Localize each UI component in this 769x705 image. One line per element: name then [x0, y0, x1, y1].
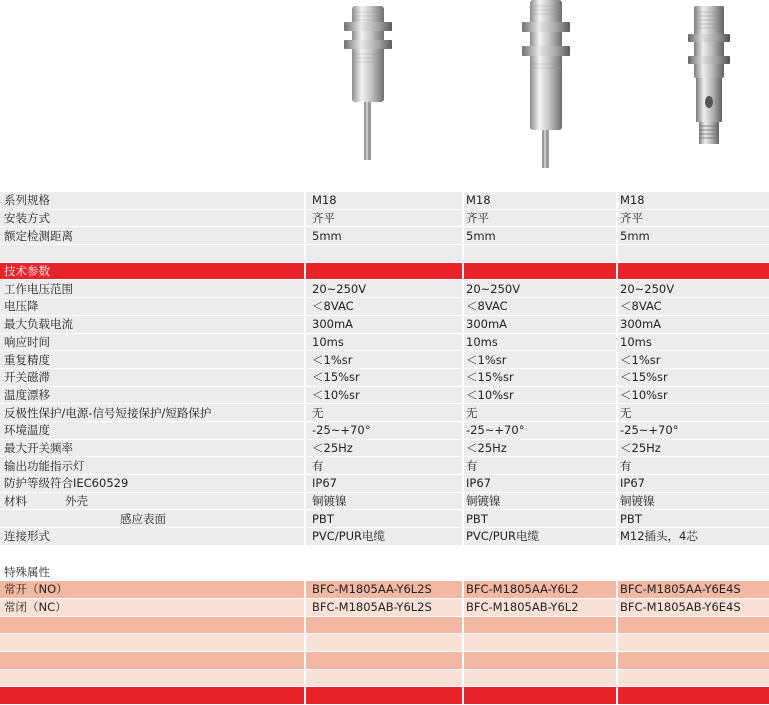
- row-value: 铜镀镍: [617, 492, 769, 510]
- model-number: BFC-M1805AB-Y6E4S: [617, 598, 769, 616]
- table-row: [0, 209, 769, 227]
- table-row: [0, 245, 769, 263]
- row-label: 电压降: [0, 298, 305, 316]
- table-row: [0, 510, 769, 528]
- row-value: ＜8VAC: [617, 298, 769, 316]
- row-value: ＜25Hz: [463, 439, 617, 457]
- row-value: ＜1%sr: [463, 351, 617, 369]
- row-label: 最大开关频率: [0, 439, 305, 457]
- row-value: -25~+70°: [463, 421, 617, 439]
- table-row: [0, 475, 769, 493]
- row-value: ＜1%sr: [305, 351, 463, 369]
- sensor-image-3: [680, 4, 740, 149]
- table-row: [0, 581, 769, 599]
- row-value: IP67: [463, 475, 617, 493]
- row-label: [0, 492, 305, 510]
- row-value: 5mm: [305, 227, 463, 245]
- row-value: ＜10%sr: [463, 386, 617, 404]
- row-value: ＜25Hz: [305, 439, 463, 457]
- row-label: 系列规格: [0, 192, 305, 209]
- row-value: 10ms: [617, 333, 769, 351]
- row-value: M18: [305, 192, 463, 209]
- row-value: 齐平: [463, 209, 617, 227]
- table-row: [0, 351, 769, 369]
- model-number: BFC-M1805AB-Y6L2: [463, 598, 617, 616]
- table-row: [0, 333, 769, 351]
- row-value: ＜10%sr: [305, 386, 463, 404]
- row-value: 20~250V: [463, 280, 617, 298]
- row-label: 环境温度: [0, 421, 305, 439]
- row-value: 无: [463, 404, 617, 422]
- row-value: [463, 563, 617, 581]
- section-header-row: [0, 262, 769, 280]
- row-value: [617, 651, 769, 669]
- row-value: [617, 245, 769, 263]
- row-value: [305, 616, 463, 634]
- row-label: [0, 687, 305, 705]
- table-row: [0, 545, 769, 563]
- row-value: [305, 669, 463, 687]
- row-value: ＜1%sr: [617, 351, 769, 369]
- row-label: 常闭（NC）: [0, 598, 305, 616]
- material-label: 材料: [4, 494, 27, 509]
- table-row: [0, 651, 769, 669]
- row-value: [305, 262, 463, 280]
- row-label: 开关磁滞: [0, 368, 305, 386]
- row-label: [0, 545, 305, 563]
- table-row: [0, 598, 769, 616]
- model-number: BFC-M1805AA-Y6E4S: [617, 581, 769, 599]
- row-value: [463, 262, 617, 280]
- row-label: 温度漂移: [0, 386, 305, 404]
- row-label: 重复精度: [0, 351, 305, 369]
- row-value: IP67: [617, 475, 769, 493]
- row-value: 10ms: [305, 333, 463, 351]
- row-value: [463, 651, 617, 669]
- table-row: [0, 528, 769, 546]
- section-title: 技术参数: [0, 262, 305, 280]
- row-value: 有: [305, 457, 463, 475]
- row-value: ＜8VAC: [463, 298, 617, 316]
- row-value: [463, 545, 617, 563]
- row-value: [463, 616, 617, 634]
- row-value: 300mA: [617, 315, 769, 333]
- row-label: [0, 510, 305, 528]
- row-value: 5mm: [617, 227, 769, 245]
- row-label: [0, 651, 305, 669]
- row-value: 300mA: [305, 315, 463, 333]
- row-value: PVC/PUR电缆: [463, 528, 617, 546]
- row-value: [463, 687, 617, 705]
- row-label: 安装方式: [0, 209, 305, 227]
- row-label: [0, 245, 305, 263]
- row-value: [305, 563, 463, 581]
- row-value: [463, 669, 617, 687]
- row-label: 最大负载电流: [0, 315, 305, 333]
- row-value: ＜15%sr: [305, 368, 463, 386]
- row-value: [305, 545, 463, 563]
- row-value: [617, 669, 769, 687]
- row-label: 输出功能指示灯: [0, 457, 305, 475]
- model-number: BFC-M1805AA-Y6L2: [463, 581, 617, 599]
- table-row: [0, 315, 769, 333]
- row-label: 响应时间: [0, 333, 305, 351]
- spec-table: [0, 192, 769, 705]
- table-row: [0, 669, 769, 687]
- row-value: PVC/PUR电缆: [305, 528, 463, 546]
- material-sub-label-housing: 外壳: [65, 494, 88, 509]
- table-row: [0, 368, 769, 386]
- row-value: [617, 545, 769, 563]
- table-row: [0, 404, 769, 422]
- row-value: ＜15%sr: [617, 368, 769, 386]
- row-value: ＜25Hz: [617, 439, 769, 457]
- row-value: 铜镀镍: [305, 492, 463, 510]
- row-value: 10ms: [463, 333, 617, 351]
- row-value: 300mA: [463, 315, 617, 333]
- table-row: [0, 439, 769, 457]
- row-value: [617, 687, 769, 705]
- row-value: PBT: [463, 510, 617, 528]
- row-value: 20~250V: [617, 280, 769, 298]
- table-row: [0, 386, 769, 404]
- row-value: 5mm: [463, 227, 617, 245]
- row-value: [617, 634, 769, 652]
- row-label: [0, 616, 305, 634]
- row-value: [617, 616, 769, 634]
- table-row: [0, 298, 769, 316]
- row-value: ＜10%sr: [617, 386, 769, 404]
- row-value: -25~+70°: [617, 421, 769, 439]
- row-value: ＜15%sr: [463, 368, 617, 386]
- sensor-image-2: [506, 0, 586, 170]
- row-value: M12插头，4芯: [617, 528, 769, 546]
- row-value: 齐平: [617, 209, 769, 227]
- row-value: 无: [617, 404, 769, 422]
- row-value: 齐平: [305, 209, 463, 227]
- row-value: [463, 634, 617, 652]
- row-value: [305, 245, 463, 263]
- row-value: PBT: [305, 510, 463, 528]
- row-value: 有: [617, 457, 769, 475]
- table-row: [0, 227, 769, 245]
- table-row: [0, 280, 769, 298]
- row-value: 无: [305, 404, 463, 422]
- row-value: [463, 245, 617, 263]
- material-sub-label-sensing-face: 感应表面: [120, 511, 166, 526]
- model-number: BFC-M1805AA-Y6L2S: [305, 581, 463, 599]
- table-row: [0, 421, 769, 439]
- sensor-image-1: [330, 0, 410, 160]
- row-value: M18: [463, 192, 617, 209]
- table-row: [0, 634, 769, 652]
- table-footer-row: [0, 687, 769, 705]
- row-label: 连接形式: [0, 528, 305, 546]
- row-label: 工作电压范围: [0, 280, 305, 298]
- row-value: M18: [617, 192, 769, 209]
- row-value: [305, 687, 463, 705]
- table-row: [0, 563, 769, 581]
- row-value: [617, 262, 769, 280]
- table-row: [0, 192, 769, 209]
- row-value: 20~250V: [305, 280, 463, 298]
- row-value: 有: [463, 457, 617, 475]
- row-label: 常开（NO）: [0, 581, 305, 599]
- row-label: [0, 634, 305, 652]
- row-label: [0, 669, 305, 687]
- table-row: [0, 492, 769, 510]
- table-row: [0, 616, 769, 634]
- model-number: BFC-M1805AB-Y6L2S: [305, 598, 463, 616]
- row-value: [305, 651, 463, 669]
- product-images: [0, 0, 769, 192]
- row-value: IP67: [305, 475, 463, 493]
- row-value: 铜镀镍: [463, 492, 617, 510]
- row-value: ＜8VAC: [305, 298, 463, 316]
- row-value: -25~+70°: [305, 421, 463, 439]
- section-title: 特殊属性: [0, 563, 305, 581]
- row-label: 防护等级符合IEC60529: [0, 475, 305, 493]
- row-value: [617, 563, 769, 581]
- row-value: PBT: [617, 510, 769, 528]
- row-label: 反极性保护/电源-信号短接保护/短路保护: [0, 404, 305, 422]
- row-label: 额定检测距离: [0, 227, 305, 245]
- table-row: [0, 457, 769, 475]
- row-value: [305, 634, 463, 652]
